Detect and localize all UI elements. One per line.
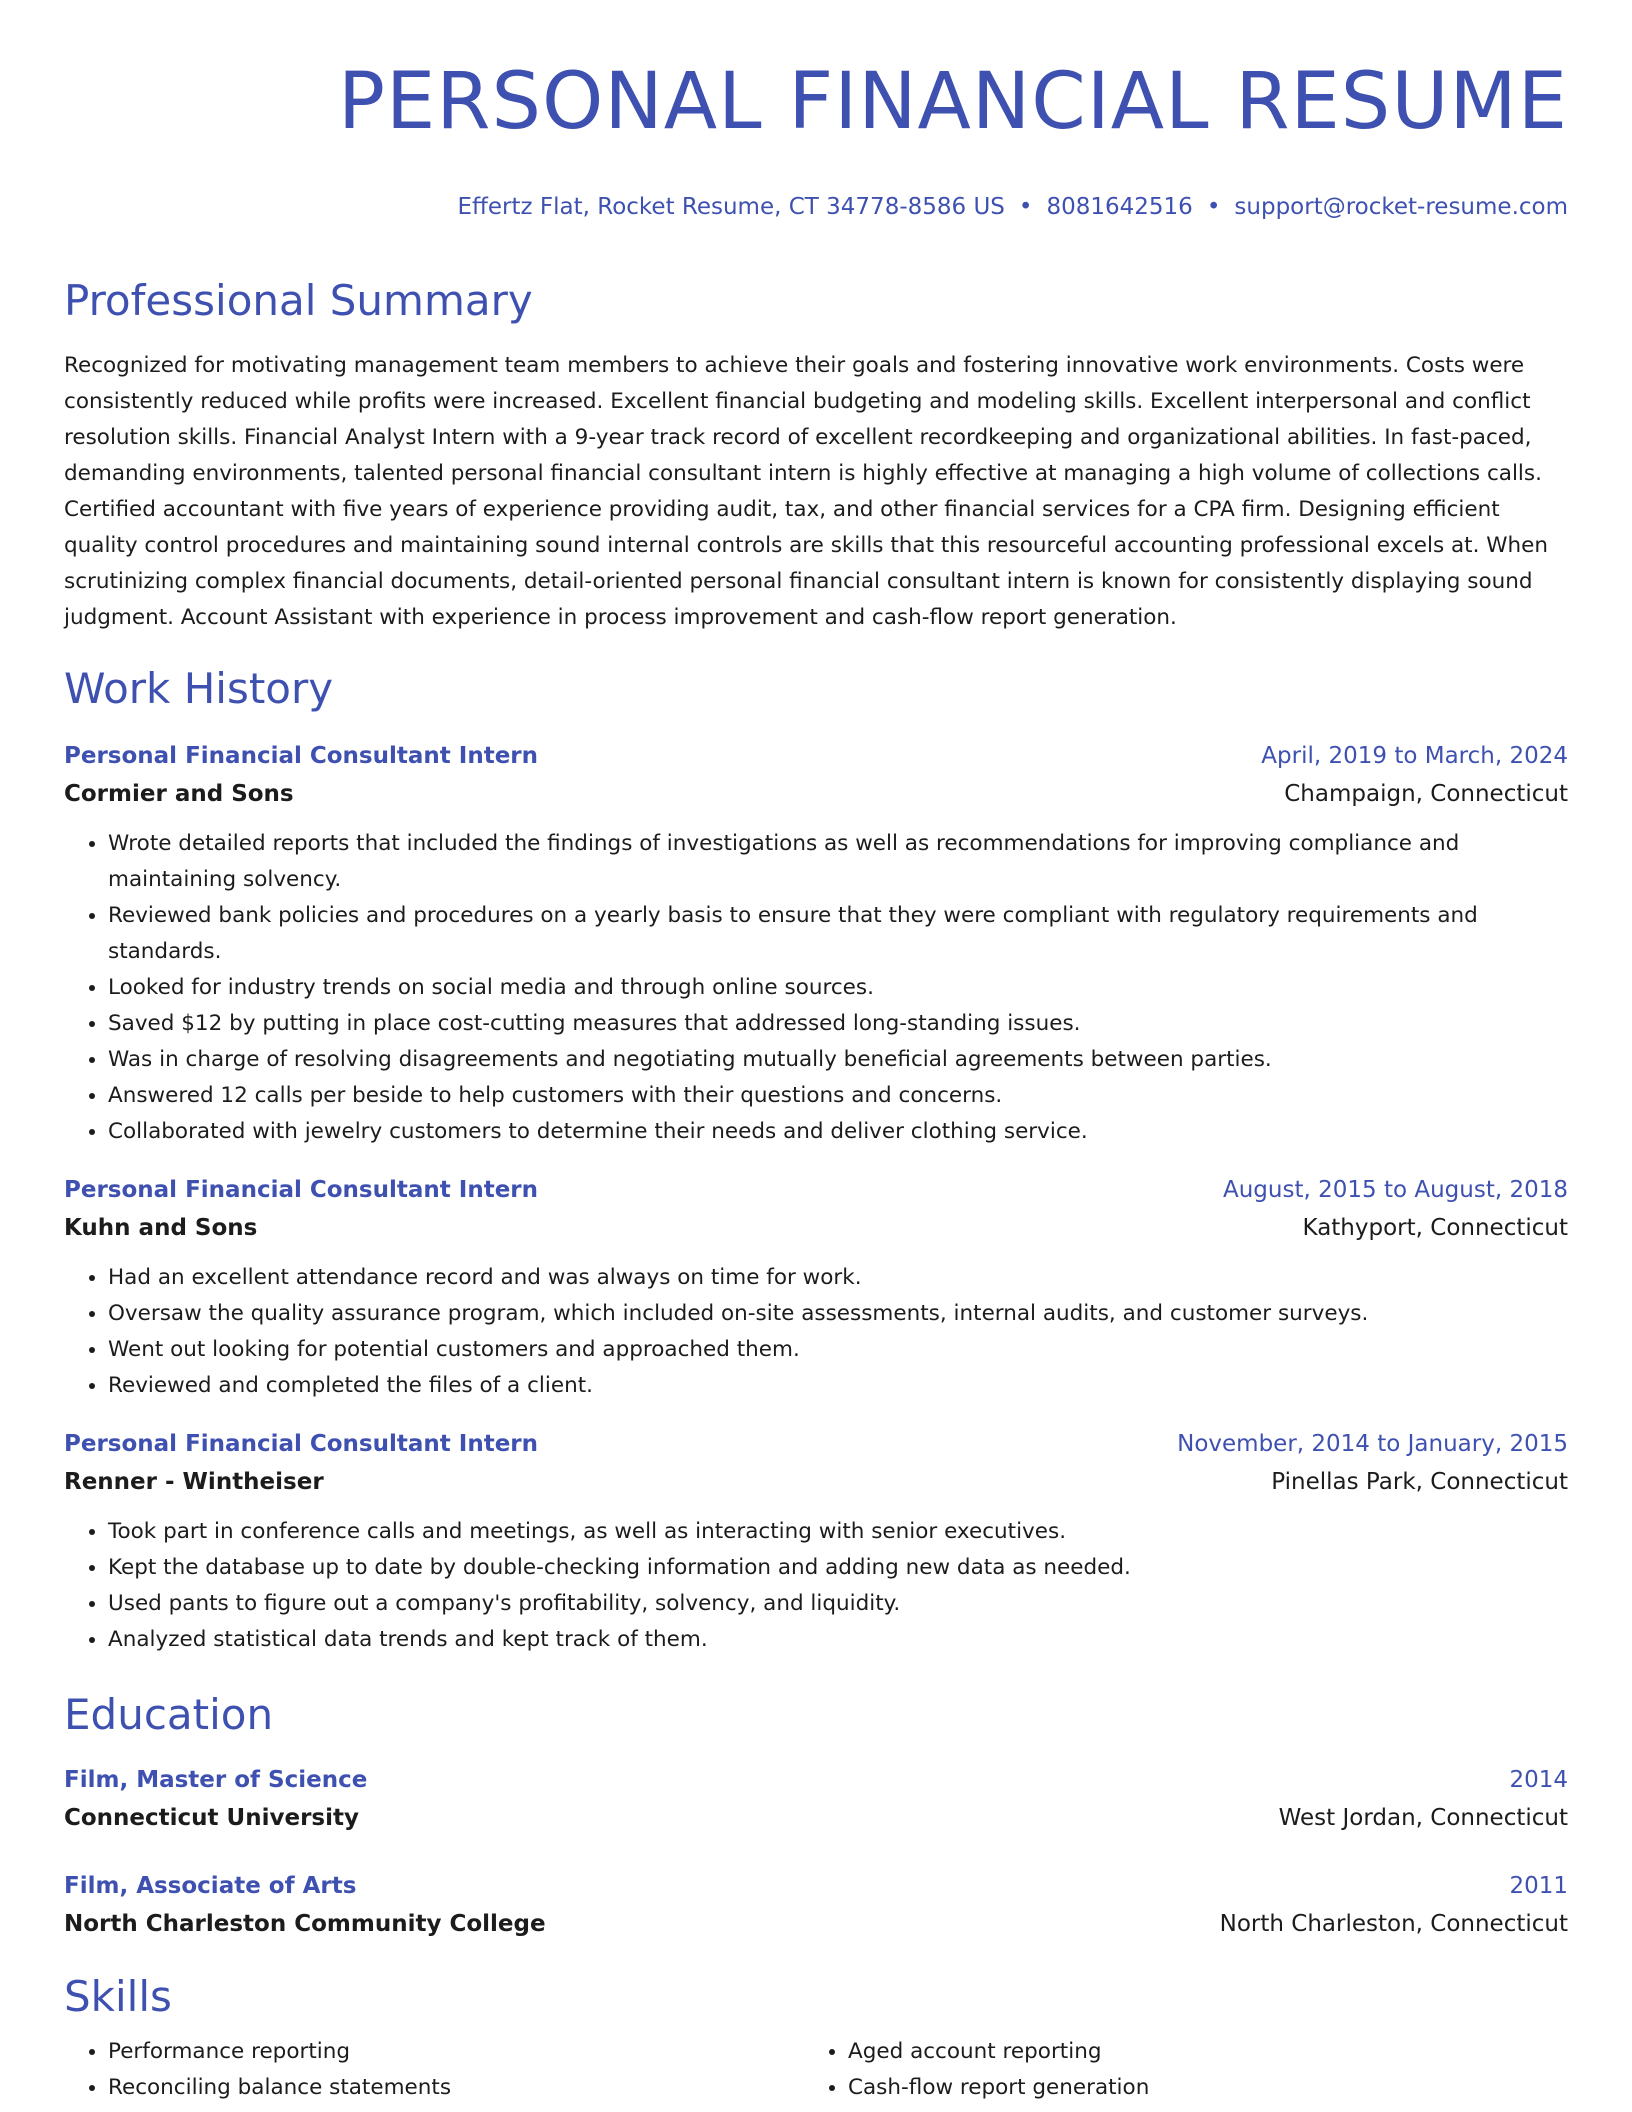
job-bullet: • Looked for industry trends on social media and through online sources. (108, 970, 1568, 1006)
contact-separator: • (1206, 194, 1221, 220)
job-entry (64, 1172, 1568, 1404)
education-year: 2014 (1509, 1767, 1568, 1793)
skills-column-right (804, 2034, 1544, 2106)
job-company-row (64, 774, 1568, 814)
job-company: Cormier and Sons (64, 781, 294, 807)
contact-address: Effertz Flat, Rocket Resume, CT 34778-8586 US (457, 194, 1005, 220)
job-bullet: • Had an excellent attendance record and was always on time for work. (108, 1260, 1568, 1296)
job-bullets (64, 1514, 1568, 1658)
education-degree: Film, Associate of Arts (64, 1873, 357, 1899)
job-entry (64, 738, 1568, 1150)
job-company-row (64, 1462, 1568, 1502)
job-title-row (64, 1426, 1568, 1462)
skill-item: • Aged account reporting (848, 2034, 1544, 2070)
job-title: Personal Financial Consultant Intern (64, 743, 539, 769)
job-bullet: • Wrote detailed reports that included the findings of investigations as well as recommendations for improving compliance and maintaining solvency. (108, 826, 1568, 898)
job-bullet: • Analyzed statistical data trends and kept track of them. (108, 1622, 1568, 1658)
job-title: Personal Financial Consultant Intern (64, 1177, 539, 1203)
job-bullet: • Took part in conference calls and meetings, as well as interacting with senior executives. (108, 1514, 1568, 1550)
skills-heading: Skills (64, 1972, 172, 2021)
job-bullets (64, 1260, 1568, 1404)
summary-text: Recognized for motivating management team members to achieve their goals and fostering innovative work environments. Costs were consistently reduced while profits were increased. Excellent financial budgeting and modeling skills. Excellent interpersonal and conflict resolution skills. Financial Analyst Intern with a 9-year track record of excellent recordkeeping and organizational abilities. In fast-paced, demanding environments, talented personal financial consultant intern is highly effective at managing a high volume of collections calls. Certified accountant with five years of experience providing audit, tax, and other financial services for a CPA firm. Designing efficient quality control procedures and maintaining sound internal controls are skills that this resourceful accounting professional excels at. When scrutinizing complex financial documents, detail-oriented personal financial consultant intern is known for consistently displaying sound judgment. Account Assistant with experience in process improvement and cash-flow report generation. (64, 353, 1549, 630)
job-company: Renner - Wintheiser (64, 1469, 324, 1495)
job-bullet: • Collaborated with jewelry customers to determine their needs and deliver clothing service. (108, 1114, 1568, 1150)
job-entry (64, 1426, 1568, 1658)
job-company-row (64, 1208, 1568, 1248)
job-bullet: • Reviewed and completed the files of a client. (108, 1368, 1568, 1404)
education-school-row (64, 1798, 1568, 1838)
education-entry (64, 1868, 1568, 1944)
education-heading: Education (64, 1690, 274, 1739)
job-title-row (64, 738, 1568, 774)
job-location: Champaign, Connecticut (1284, 781, 1568, 807)
job-bullet: • Oversaw the quality assurance program, which included on-site assessments, internal audits, and customer surveys. (108, 1296, 1568, 1332)
skill-item: • Performance reporting (108, 2034, 804, 2070)
education-entry (64, 1762, 1568, 1838)
job-company: Kuhn and Sons (64, 1215, 258, 1241)
contact-line (64, 192, 1568, 222)
education-year: 2011 (1509, 1873, 1568, 1899)
job-bullet: • Kept the database up to date by double-checking information and adding new data as needed. (108, 1550, 1568, 1586)
education-location: North Charleston, Connecticut (1219, 1911, 1568, 1937)
contact-phone: 8081642516 (1046, 194, 1193, 220)
education-school-row (64, 1904, 1568, 1944)
job-bullet: • Used pants to figure out a company's profitability, solvency, and liquidity. (108, 1586, 1568, 1622)
education-school: Connecticut University (64, 1805, 359, 1831)
job-location: Kathyport, Connecticut (1302, 1215, 1568, 1241)
job-bullet: • Reviewed bank policies and procedures on a yearly basis to ensure that they were compliant with regulatory requirements and standards. (108, 898, 1568, 970)
job-title-row (64, 1172, 1568, 1208)
education-degree-row (64, 1868, 1568, 1904)
contact-separator: • (1018, 194, 1033, 220)
summary-heading: Professional Summary (64, 276, 533, 325)
education-location: West Jordan, Connecticut (1278, 1805, 1568, 1831)
education-degree-row (64, 1762, 1568, 1798)
education-school: North Charleston Community College (64, 1911, 546, 1937)
skills-grid (64, 2034, 1568, 2106)
job-bullet: • Was in charge of resolving disagreements and negotiating mutually beneficial agreements between parties. (108, 1042, 1568, 1078)
job-bullet: • Answered 12 calls per beside to help customers with their questions and concerns. (108, 1078, 1568, 1114)
job-bullets (64, 826, 1568, 1150)
contact-email: support@rocket-resume.com (1234, 194, 1568, 220)
job-bullet: • Saved $12 by putting in place cost-cutting measures that addressed long-standing issues. (108, 1006, 1568, 1042)
resume-title: PERSONAL FINANCIAL RESUME (337, 57, 1568, 147)
job-location: Pinellas Park, Connecticut (1271, 1469, 1568, 1495)
skill-item: • Reconciling balance statements (108, 2070, 804, 2106)
job-dates: August, 2015 to August, 2018 (1223, 1177, 1568, 1203)
job-dates: April, 2019 to March, 2024 (1261, 743, 1568, 769)
job-title: Personal Financial Consultant Intern (64, 1431, 539, 1457)
job-dates: November, 2014 to January, 2015 (1177, 1431, 1568, 1457)
skills-column-left (64, 2034, 804, 2106)
education-degree: Film, Master of Science (64, 1767, 368, 1793)
work-history-heading: Work History (64, 664, 334, 713)
resume-page (64, 0, 1568, 2106)
skill-item: • Cash-flow report generation (848, 2070, 1544, 2106)
job-bullet: • Went out looking for potential customers and approached them. (108, 1332, 1568, 1368)
